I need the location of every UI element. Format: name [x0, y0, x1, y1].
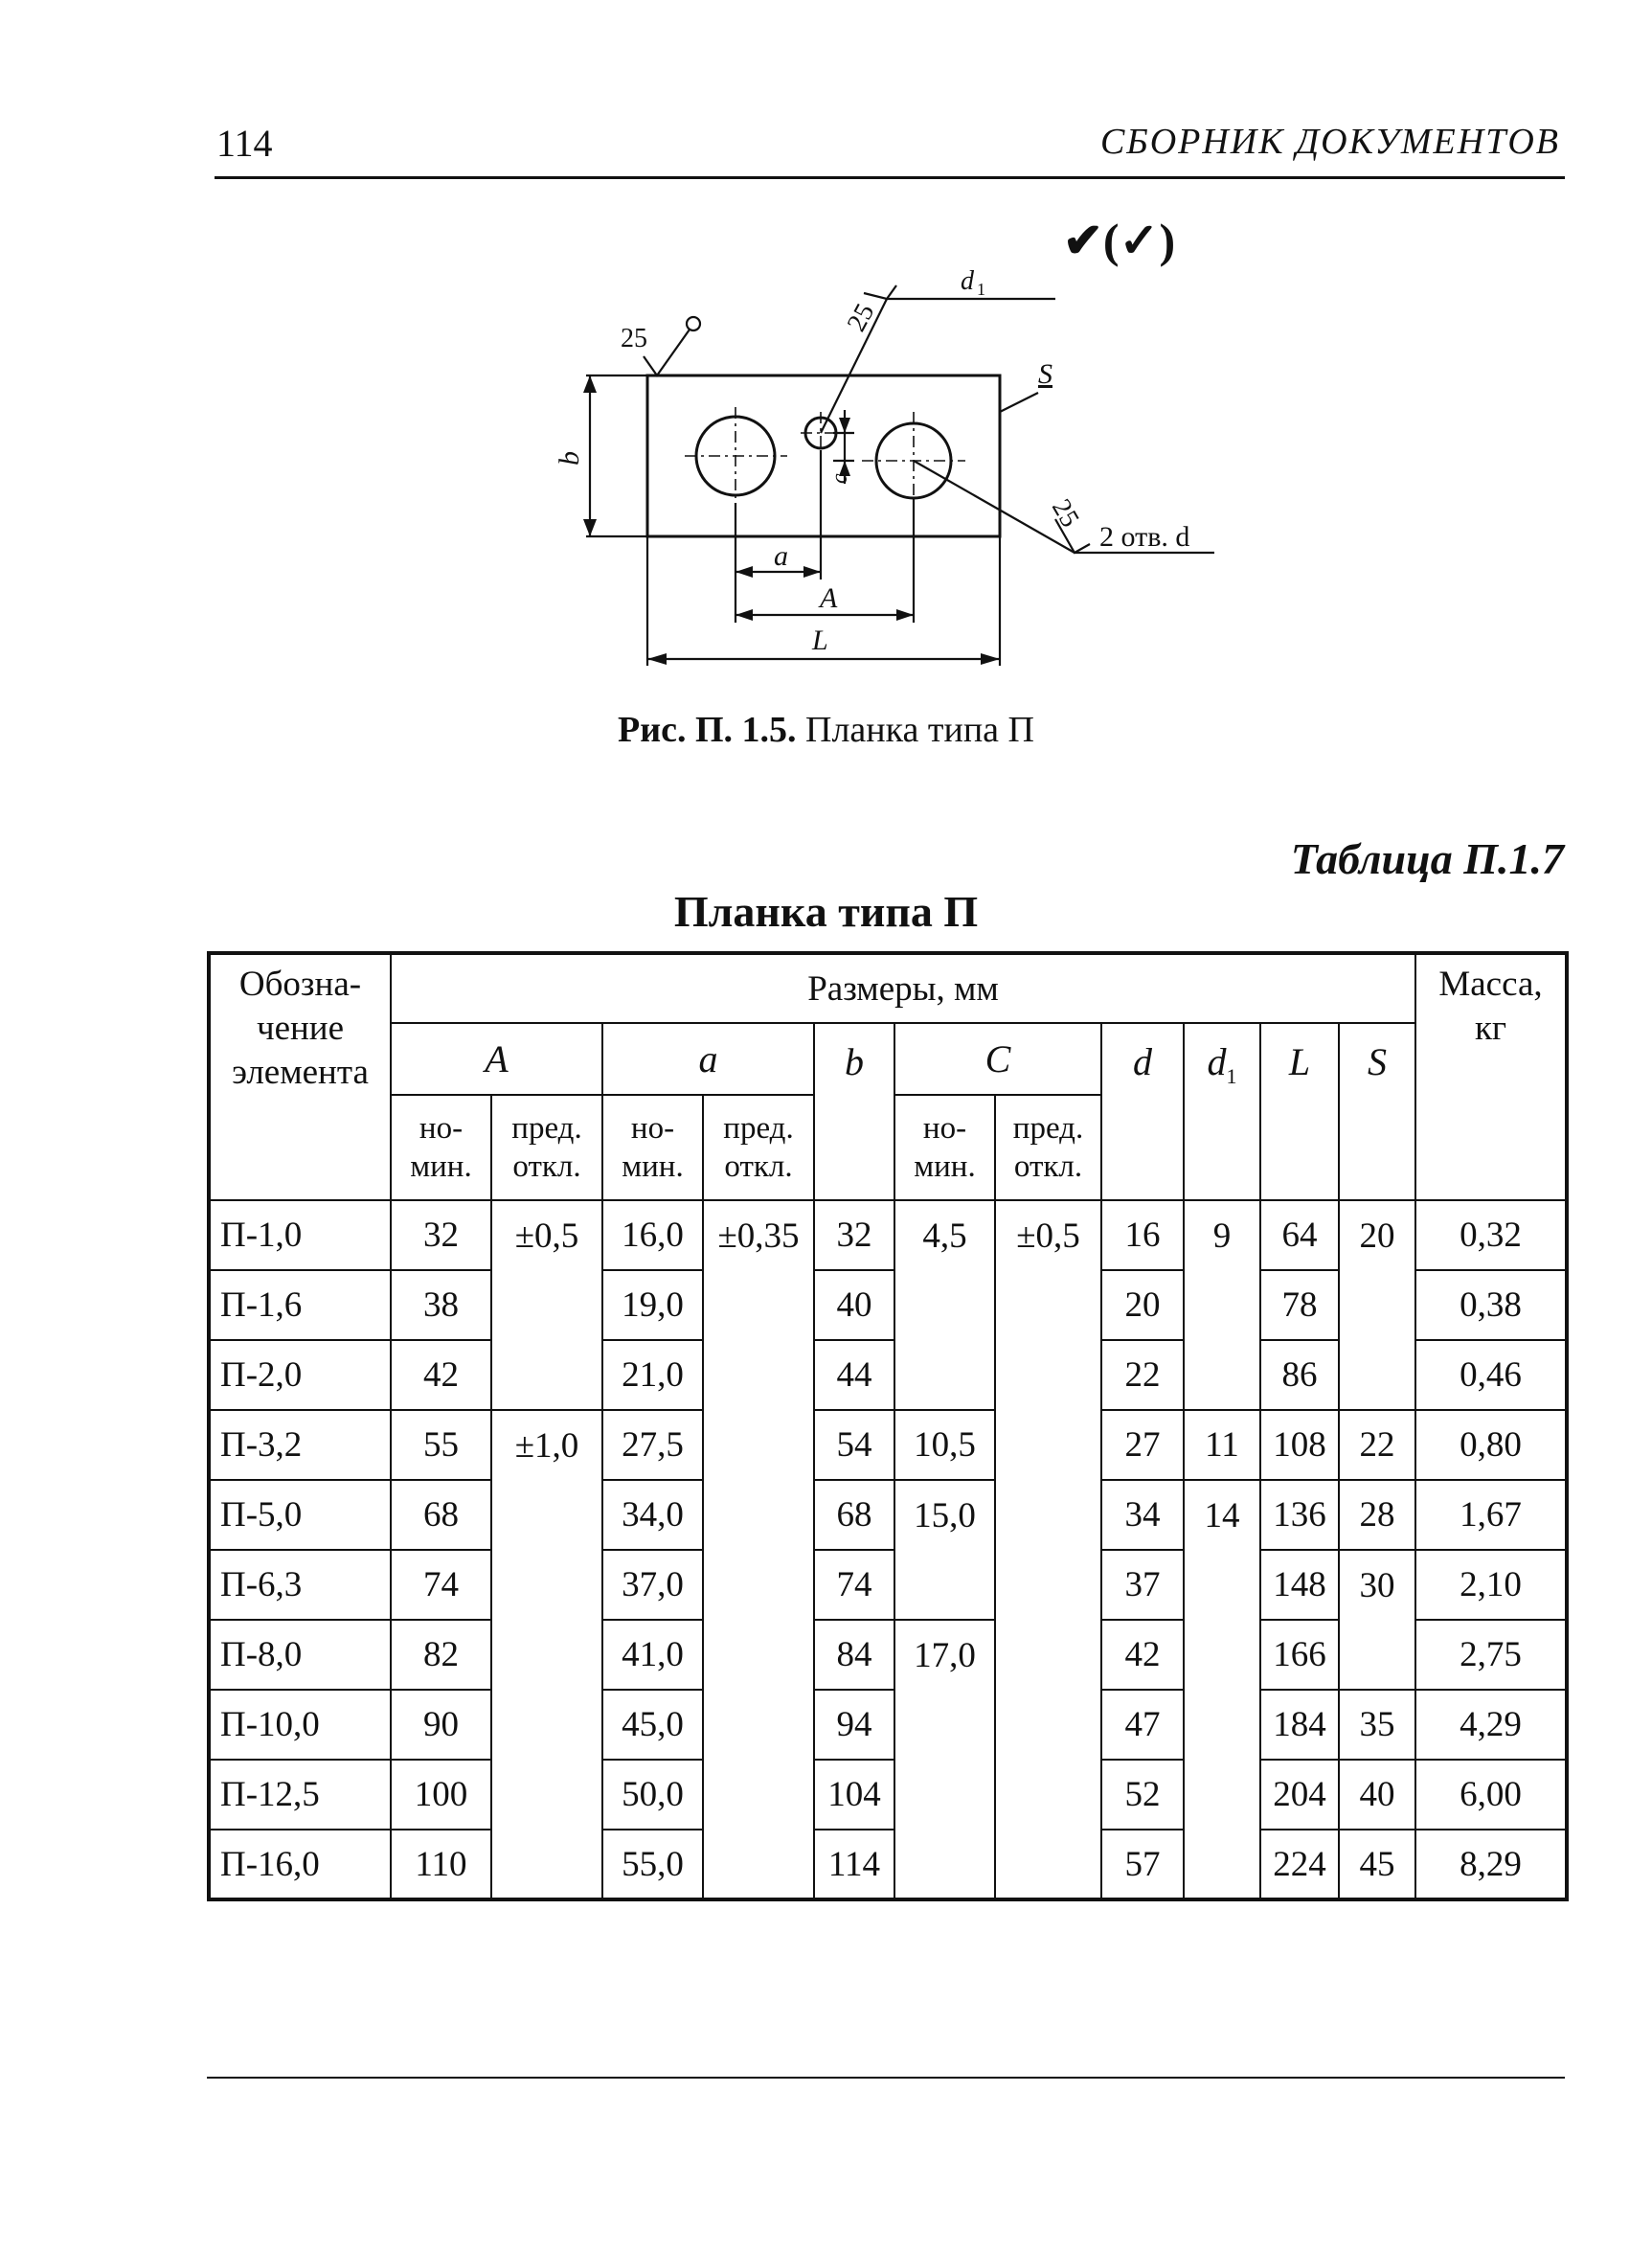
d1-subscript: 1: [977, 280, 985, 299]
cell-L: 86: [1260, 1340, 1339, 1410]
page-number: 114: [216, 122, 273, 165]
table-row: [209, 1340, 1567, 1410]
cell-a-tol: [703, 1480, 814, 1550]
cell-A: 90: [391, 1690, 491, 1760]
cell-S: [1339, 1340, 1415, 1410]
table-row: [209, 1410, 1567, 1480]
cell-mass: 0,32: [1415, 1200, 1567, 1270]
roughness-label-d1: 25: [841, 299, 881, 337]
cell-name: П-12,5: [209, 1760, 391, 1830]
cell-C: 15,0: [894, 1480, 995, 1550]
cell-a: 45,0: [602, 1690, 703, 1760]
cell-d: 42: [1101, 1620, 1184, 1690]
cell-C: [894, 1690, 995, 1760]
roughness-label-top: 25: [621, 324, 647, 353]
cell-a: 16,0: [602, 1200, 703, 1270]
header-A-tol: пред. откл.: [491, 1095, 602, 1200]
cell-d1: 11: [1184, 1410, 1260, 1480]
cell-d: 52: [1101, 1760, 1184, 1830]
cell-C-tol: [995, 1760, 1101, 1830]
table-row: [209, 1830, 1567, 1899]
cell-C: [894, 1270, 995, 1340]
cell-a-tol: [703, 1620, 814, 1690]
cell-A-tol: [491, 1480, 602, 1550]
cell-A-tol: [491, 1830, 602, 1899]
cell-C: 17,0: [894, 1620, 995, 1690]
cell-d1: [1184, 1340, 1260, 1410]
cell-d: 27: [1101, 1410, 1184, 1480]
cell-A-tol: ±1,0: [491, 1410, 602, 1480]
cell-A-tol: [491, 1760, 602, 1830]
cell-d1: [1184, 1830, 1260, 1899]
table-row: [209, 1620, 1567, 1690]
cell-C-tol: [995, 1270, 1101, 1340]
cell-a: 27,5: [602, 1410, 703, 1480]
cell-S: 35: [1339, 1690, 1415, 1760]
cell-mass: 0,46: [1415, 1340, 1567, 1410]
cell-C-tol: [995, 1620, 1101, 1690]
cell-C: 10,5: [894, 1410, 995, 1480]
cell-C: [894, 1550, 995, 1620]
cell-name: П-1,0: [209, 1200, 391, 1270]
figure-caption-number: Рис. П. 1.5.: [618, 710, 797, 750]
cell-A-tol: [491, 1550, 602, 1620]
cell-L: 204: [1260, 1760, 1339, 1830]
cell-name: П-3,2: [209, 1410, 391, 1480]
cell-mass: 2,10: [1415, 1550, 1567, 1620]
cell-A: 110: [391, 1830, 491, 1899]
cell-mass: 6,00: [1415, 1760, 1567, 1830]
cell-C-tol: ±0,5: [995, 1200, 1101, 1270]
cell-d: 22: [1101, 1340, 1184, 1410]
cell-C-tol: [995, 1340, 1101, 1410]
cell-a: 19,0: [602, 1270, 703, 1340]
cell-C: [894, 1760, 995, 1830]
cell-d: 20: [1101, 1270, 1184, 1340]
cell-b: 68: [814, 1480, 894, 1550]
cell-a: 21,0: [602, 1340, 703, 1410]
cell-S: [1339, 1270, 1415, 1340]
figure-caption-text: Планка типа П: [796, 710, 1034, 750]
s-label: S: [1038, 358, 1052, 390]
l-label: L: [812, 625, 828, 656]
cell-a-tol: [703, 1830, 814, 1899]
table-title: Планка типа П: [673, 887, 979, 936]
cell-mass: 0,38: [1415, 1270, 1567, 1340]
table-row: [209, 1550, 1567, 1620]
cell-name: П-10,0: [209, 1690, 391, 1760]
cell-d1: [1184, 1550, 1260, 1620]
cell-A-tol: [491, 1690, 602, 1760]
cell-mass: 2,75: [1415, 1620, 1567, 1690]
b-label: b: [554, 451, 585, 466]
cell-A-tol: [491, 1620, 602, 1690]
cell-mass: 1,67: [1415, 1480, 1567, 1550]
technical-drawing: [546, 201, 1216, 680]
cell-d1: [1184, 1760, 1260, 1830]
big-a-label: A: [820, 582, 838, 614]
cell-a: 50,0: [602, 1760, 703, 1830]
cell-d1: [1184, 1620, 1260, 1690]
cell-a: 37,0: [602, 1550, 703, 1620]
header-rule: [215, 176, 1565, 179]
cell-d: 57: [1101, 1830, 1184, 1899]
cell-b: 114: [814, 1830, 894, 1899]
cell-mass: 8,29: [1415, 1830, 1567, 1899]
header-a: a: [602, 1023, 814, 1095]
cell-A: 42: [391, 1340, 491, 1410]
cell-d: 34: [1101, 1480, 1184, 1550]
cell-L: 108: [1260, 1410, 1339, 1480]
cell-L: 78: [1260, 1270, 1339, 1340]
cell-a: 41,0: [602, 1620, 703, 1690]
header-a-nom: но- мин.: [602, 1095, 703, 1200]
holes-label: 2 отв. d: [1099, 521, 1190, 553]
cell-S: 30: [1339, 1550, 1415, 1620]
cell-S: 40: [1339, 1760, 1415, 1830]
table-number: Таблица П.1.7: [1290, 834, 1564, 883]
cell-b: 74: [814, 1550, 894, 1620]
header-designation: Обозна- чение элемента: [209, 953, 391, 1200]
cell-d1: [1184, 1690, 1260, 1760]
header-d: d: [1101, 1023, 1184, 1200]
cell-C: [894, 1340, 995, 1410]
footer-rule: [207, 2077, 1565, 2079]
header-A: A: [391, 1023, 602, 1095]
plate-outline: [647, 375, 1000, 536]
cell-d1: 9: [1184, 1200, 1260, 1270]
header-a-tol: пред. откл.: [703, 1095, 814, 1200]
cell-L: 166: [1260, 1620, 1339, 1690]
cell-S: 45: [1339, 1830, 1415, 1899]
header-d1-letter: d: [1207, 1040, 1227, 1083]
cell-L: 64: [1260, 1200, 1339, 1270]
cell-name: П-6,3: [209, 1550, 391, 1620]
cell-b: 94: [814, 1690, 894, 1760]
roughness-label-right: 25: [1045, 494, 1085, 533]
table-row: [209, 1690, 1567, 1760]
cell-A: 55: [391, 1410, 491, 1480]
cell-L: 136: [1260, 1480, 1339, 1550]
cell-a-tol: [703, 1760, 814, 1830]
cell-A-tol: ±0,5: [491, 1200, 602, 1270]
header-d1: [1184, 1023, 1260, 1200]
cell-a-tol: [703, 1340, 814, 1410]
cell-C-tol: [995, 1690, 1101, 1760]
cell-d: 47: [1101, 1690, 1184, 1760]
cell-d1: 14: [1184, 1480, 1260, 1550]
cell-d: 37: [1101, 1550, 1184, 1620]
cell-A: 74: [391, 1550, 491, 1620]
cell-b: 44: [814, 1340, 894, 1410]
c-label: c: [827, 473, 852, 484]
cell-S: [1339, 1620, 1415, 1690]
header-S: S: [1339, 1023, 1415, 1200]
cell-S: 20: [1339, 1200, 1415, 1270]
cell-a-tol: ±0,35: [703, 1200, 814, 1270]
cell-a: 55,0: [602, 1830, 703, 1899]
cell-C: 4,5: [894, 1200, 995, 1270]
cell-A: 68: [391, 1480, 491, 1550]
cell-a: 34,0: [602, 1480, 703, 1550]
header-d1-subscript: 1: [1226, 1064, 1237, 1088]
cell-d1: [1184, 1270, 1260, 1340]
cell-b: 54: [814, 1410, 894, 1480]
roughness-symbol: ✔(✓): [1063, 214, 1176, 267]
running-head: СБОРНИК ДОКУМЕНТОВ: [1099, 122, 1560, 162]
cell-name: П-16,0: [209, 1830, 391, 1899]
cell-name: П-2,0: [209, 1340, 391, 1410]
cell-L: 224: [1260, 1830, 1339, 1899]
cell-A: 38: [391, 1270, 491, 1340]
cell-S: 22: [1339, 1410, 1415, 1480]
header-A-nom: но- мин.: [391, 1095, 491, 1200]
cell-L: 184: [1260, 1690, 1339, 1760]
header-C-tol: пред. откл.: [995, 1095, 1101, 1200]
dimensions-table: [207, 951, 1569, 1901]
cell-A: 32: [391, 1200, 491, 1270]
cell-name: П-5,0: [209, 1480, 391, 1550]
table-row: [209, 1760, 1567, 1830]
cell-a-tol: [703, 1270, 814, 1340]
header-mass: Масса, кг: [1415, 953, 1567, 1200]
table-body: [209, 1200, 1567, 1899]
cell-mass: 4,29: [1415, 1690, 1567, 1760]
cell-name: П-8,0: [209, 1620, 391, 1690]
table-row: [209, 1200, 1567, 1270]
cell-A: 100: [391, 1760, 491, 1830]
table-row: [209, 1480, 1567, 1550]
cell-a-tol: [703, 1550, 814, 1620]
table-row: [209, 1270, 1567, 1340]
header-C-nom: но- мин.: [894, 1095, 995, 1200]
cell-S: 28: [1339, 1480, 1415, 1550]
cell-A-tol: [491, 1270, 602, 1340]
cell-b: 84: [814, 1620, 894, 1690]
cell-b: 104: [814, 1760, 894, 1830]
cell-C: [894, 1830, 995, 1899]
cell-C-tol: [995, 1410, 1101, 1480]
cell-b: 32: [814, 1200, 894, 1270]
figure-caption: [0, 709, 1652, 751]
a-label: a: [774, 540, 788, 572]
cell-a-tol: [703, 1410, 814, 1480]
d1-label: d: [961, 266, 974, 296]
header-L: L: [1260, 1023, 1339, 1200]
cell-A: 82: [391, 1620, 491, 1690]
header-dimensions: Размеры, мм: [391, 953, 1415, 1023]
cell-C-tol: [995, 1480, 1101, 1550]
cell-b: 40: [814, 1270, 894, 1340]
cell-C-tol: [995, 1830, 1101, 1899]
header-b: b: [814, 1023, 894, 1200]
cell-C-tol: [995, 1550, 1101, 1620]
cell-mass: 0,80: [1415, 1410, 1567, 1480]
cell-name: П-1,6: [209, 1270, 391, 1340]
cell-a-tol: [703, 1690, 814, 1760]
cell-A-tol: [491, 1340, 602, 1410]
cell-L: 148: [1260, 1550, 1339, 1620]
header-C: C: [894, 1023, 1101, 1095]
cell-d: 16: [1101, 1200, 1184, 1270]
